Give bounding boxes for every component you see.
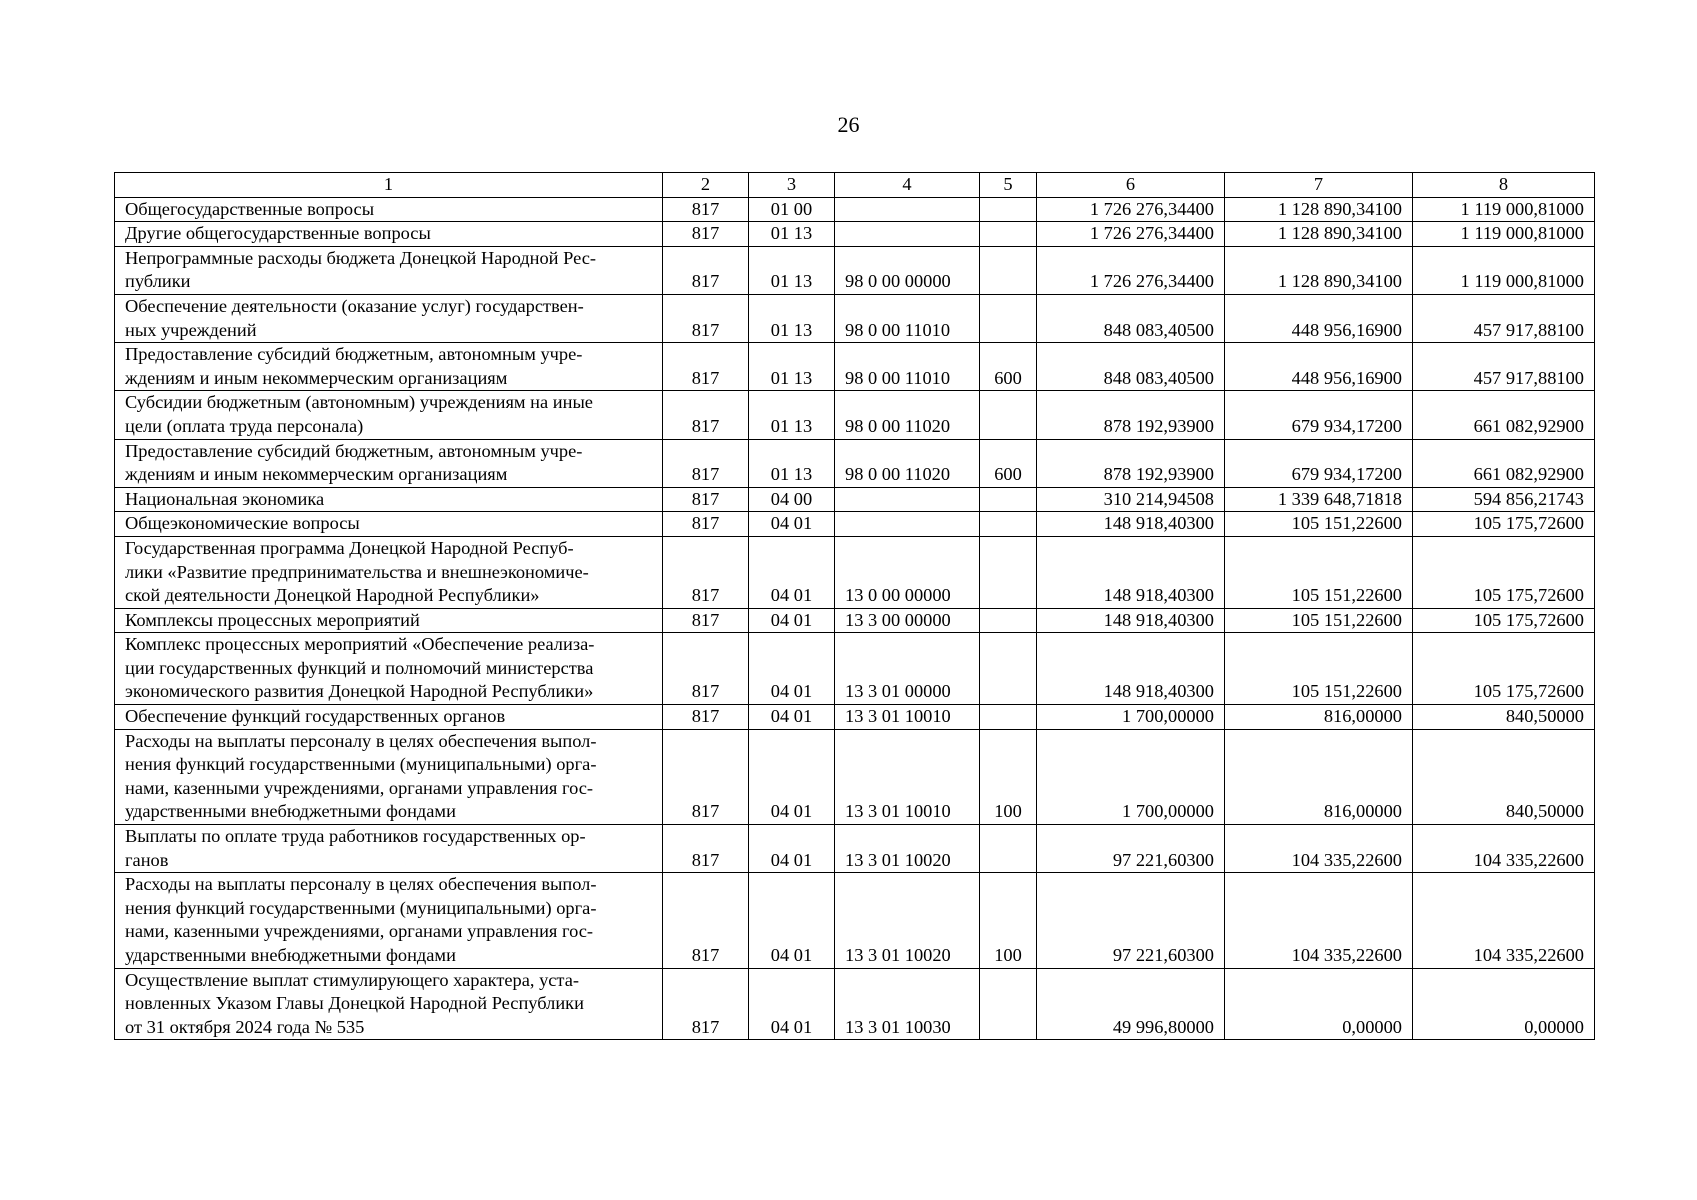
row-col7-cell: 1 128 890,34100: [1225, 222, 1413, 247]
row-col5-cell: [980, 197, 1037, 222]
row-name-cell: Расходы на выплаты персоналу в целях обеспечения выпол- нения функций государственными (муниципальными) орга- нами, казенными учреждениями, органами управления гос- ударственными внебюджетными фондами: [115, 729, 663, 824]
row-col3-cell: 01 13: [749, 222, 835, 247]
row-col6-cell: 1 700,00000: [1037, 705, 1225, 730]
table-row: [115, 729, 1595, 824]
row-col4-cell: [835, 222, 980, 247]
row-col2-cell: 817: [663, 222, 749, 247]
row-col7-cell: 448 956,16900: [1225, 343, 1413, 391]
row-col7-cell: 104 335,22600: [1225, 873, 1413, 968]
row-col2-cell: 817: [663, 729, 749, 824]
row-col2-cell: 817: [663, 197, 749, 222]
row-col3-cell: 04 01: [749, 512, 835, 537]
row-col4-cell: 13 3 01 00000: [835, 633, 980, 705]
table-row: [115, 487, 1595, 512]
row-col5-cell: [980, 222, 1037, 247]
table-row: [115, 825, 1595, 873]
table-row: [115, 873, 1595, 968]
row-col2-cell: 817: [663, 391, 749, 439]
table-row: [115, 536, 1595, 608]
row-col7-cell: 1 128 890,34100: [1225, 246, 1413, 294]
row-col6-cell: 1 726 276,34400: [1037, 246, 1225, 294]
row-col7-cell: 1 128 890,34100: [1225, 197, 1413, 222]
table-row: [115, 439, 1595, 487]
row-col7-cell: 679 934,17200: [1225, 439, 1413, 487]
row-name-cell: Субсидии бюджетным (автономным) учреждениям на иные цели (оплата труда персонала): [115, 391, 663, 439]
row-col5-cell: [980, 825, 1037, 873]
row-col8-cell: 1 119 000,81000: [1413, 246, 1595, 294]
row-col5-cell: 600: [980, 343, 1037, 391]
row-col3-cell: 04 01: [749, 873, 835, 968]
row-col4-cell: 13 3 01 10020: [835, 825, 980, 873]
column-header: 8: [1413, 173, 1595, 198]
row-name-cell: Расходы на выплаты персоналу в целях обеспечения выпол- нения функций государственными (муниципальными) орга- нами, казенными учреждениями, органами управления гос- ударственными внебюджетными фондами: [115, 873, 663, 968]
row-col2-cell: 817: [663, 633, 749, 705]
row-col4-cell: 13 0 00 00000: [835, 536, 980, 608]
row-col8-cell: 840,50000: [1413, 705, 1595, 730]
table-row: [115, 512, 1595, 537]
row-name-cell: Другие общегосударственные вопросы: [115, 222, 663, 247]
table-row: [115, 968, 1595, 1040]
row-col8-cell: 457 917,88100: [1413, 294, 1595, 342]
row-name-cell: Осуществление выплат стимулирующего характера, уста- новленных Указом Главы Донецкой Народной Республики от 31 октября 2024 года № 535: [115, 968, 663, 1040]
row-col3-cell: 01 13: [749, 343, 835, 391]
row-col4-cell: 98 0 00 11010: [835, 343, 980, 391]
row-col5-cell: [980, 294, 1037, 342]
row-name-cell: Обеспечение функций государственных органов: [115, 705, 663, 730]
row-col6-cell: 878 192,93900: [1037, 439, 1225, 487]
row-col8-cell: 661 082,92900: [1413, 439, 1595, 487]
row-name-cell: Предоставление субсидий бюджетным, автономным учре- ждениям и иным некоммерческим организациям: [115, 343, 663, 391]
column-header: 1: [115, 173, 663, 198]
row-col2-cell: 817: [663, 246, 749, 294]
column-header: 5: [980, 173, 1037, 198]
row-name-cell: Предоставление субсидий бюджетным, автономным учре- ждениям и иным некоммерческим организациям: [115, 439, 663, 487]
row-col7-cell: 448 956,16900: [1225, 294, 1413, 342]
row-col8-cell: 105 175,72600: [1413, 633, 1595, 705]
row-col3-cell: 04 01: [749, 825, 835, 873]
row-col3-cell: 04 01: [749, 729, 835, 824]
row-col6-cell: 97 221,60300: [1037, 873, 1225, 968]
table-row: [115, 391, 1595, 439]
column-header: 6: [1037, 173, 1225, 198]
row-col4-cell: 13 3 01 10030: [835, 968, 980, 1040]
row-col8-cell: 104 335,22600: [1413, 873, 1595, 968]
row-col3-cell: 04 01: [749, 633, 835, 705]
row-col3-cell: 01 13: [749, 294, 835, 342]
row-col8-cell: 661 082,92900: [1413, 391, 1595, 439]
row-col2-cell: 817: [663, 705, 749, 730]
row-col2-cell: 817: [663, 825, 749, 873]
row-col7-cell: 679 934,17200: [1225, 391, 1413, 439]
row-col7-cell: 105 151,22600: [1225, 633, 1413, 705]
row-name-cell: Непрограммные расходы бюджета Донецкой Народной Рес- публики: [115, 246, 663, 294]
row-col8-cell: 105 175,72600: [1413, 536, 1595, 608]
column-header: 3: [749, 173, 835, 198]
row-col2-cell: 817: [663, 536, 749, 608]
row-col6-cell: 148 918,40300: [1037, 608, 1225, 633]
row-col5-cell: [980, 968, 1037, 1040]
column-header: 4: [835, 173, 980, 198]
row-col8-cell: 457 917,88100: [1413, 343, 1595, 391]
table-row: [115, 633, 1595, 705]
row-col6-cell: 878 192,93900: [1037, 391, 1225, 439]
column-header: 2: [663, 173, 749, 198]
row-col2-cell: 817: [663, 873, 749, 968]
row-name-cell: Национальная экономика: [115, 487, 663, 512]
row-col5-cell: [980, 487, 1037, 512]
row-col4-cell: [835, 512, 980, 537]
row-col4-cell: [835, 487, 980, 512]
row-col5-cell: [980, 705, 1037, 730]
row-col8-cell: 105 175,72600: [1413, 512, 1595, 537]
row-col8-cell: 1 119 000,81000: [1413, 197, 1595, 222]
row-col7-cell: 816,00000: [1225, 729, 1413, 824]
row-col5-cell: [980, 246, 1037, 294]
row-name-cell: Комплексы процессных мероприятий: [115, 608, 663, 633]
row-col2-cell: 817: [663, 608, 749, 633]
row-col7-cell: 105 151,22600: [1225, 512, 1413, 537]
row-col4-cell: 98 0 00 11020: [835, 391, 980, 439]
row-col3-cell: 01 13: [749, 439, 835, 487]
row-col8-cell: 840,50000: [1413, 729, 1595, 824]
row-col6-cell: 49 996,80000: [1037, 968, 1225, 1040]
page-number: 26: [837, 112, 860, 137]
row-col5-cell: [980, 391, 1037, 439]
row-col6-cell: 1 700,00000: [1037, 729, 1225, 824]
row-col6-cell: 1 726 276,34400: [1037, 197, 1225, 222]
row-col4-cell: 13 3 00 00000: [835, 608, 980, 633]
row-col7-cell: 1 339 648,71818: [1225, 487, 1413, 512]
row-col6-cell: 310 214,94508: [1037, 487, 1225, 512]
row-col6-cell: 148 918,40300: [1037, 633, 1225, 705]
row-col7-cell: 105 151,22600: [1225, 608, 1413, 633]
row-col7-cell: 0,00000: [1225, 968, 1413, 1040]
row-col2-cell: 817: [663, 512, 749, 537]
row-col4-cell: 13 3 01 10010: [835, 705, 980, 730]
budget-table: [114, 172, 1595, 1040]
column-header: 7: [1225, 173, 1413, 198]
row-col5-cell: [980, 633, 1037, 705]
table-row: [115, 294, 1595, 342]
row-col6-cell: 148 918,40300: [1037, 536, 1225, 608]
row-col6-cell: 848 083,40500: [1037, 294, 1225, 342]
row-col4-cell: 13 3 01 10020: [835, 873, 980, 968]
row-col6-cell: 848 083,40500: [1037, 343, 1225, 391]
row-name-cell: Общегосударственные вопросы: [115, 197, 663, 222]
row-col8-cell: 104 335,22600: [1413, 825, 1595, 873]
row-col6-cell: 1 726 276,34400: [1037, 222, 1225, 247]
table-row: [115, 343, 1595, 391]
row-col3-cell: 04 01: [749, 705, 835, 730]
row-col2-cell: 817: [663, 343, 749, 391]
table-row: [115, 705, 1595, 730]
row-col4-cell: [835, 197, 980, 222]
table-header-row: [115, 173, 1595, 198]
row-col8-cell: 0,00000: [1413, 968, 1595, 1040]
row-col5-cell: 100: [980, 873, 1037, 968]
table-row: [115, 246, 1595, 294]
row-col2-cell: 817: [663, 487, 749, 512]
row-col7-cell: 104 335,22600: [1225, 825, 1413, 873]
row-col4-cell: 98 0 00 11010: [835, 294, 980, 342]
row-col3-cell: 04 01: [749, 968, 835, 1040]
row-col4-cell: 13 3 01 10010: [835, 729, 980, 824]
row-col7-cell: 105 151,22600: [1225, 536, 1413, 608]
row-col8-cell: 594 856,21743: [1413, 487, 1595, 512]
row-col6-cell: 148 918,40300: [1037, 512, 1225, 537]
row-name-cell: Общеэкономические вопросы: [115, 512, 663, 537]
row-col3-cell: 04 01: [749, 608, 835, 633]
row-col3-cell: 01 00: [749, 197, 835, 222]
row-col2-cell: 817: [663, 439, 749, 487]
row-col8-cell: 105 175,72600: [1413, 608, 1595, 633]
table-row: [115, 222, 1595, 247]
row-col5-cell: [980, 608, 1037, 633]
table-row: [115, 608, 1595, 633]
row-col4-cell: 98 0 00 00000: [835, 246, 980, 294]
row-col2-cell: 817: [663, 294, 749, 342]
row-name-cell: Выплаты по оплате труда работников государственных ор- ганов: [115, 825, 663, 873]
row-name-cell: Государственная программа Донецкой Народной Респуб- лики «Развитие предпринимательства и внешнеэкономиче- ской деятельности Донецкой Народной Республики»: [115, 536, 663, 608]
row-col6-cell: 97 221,60300: [1037, 825, 1225, 873]
row-col3-cell: 04 01: [749, 536, 835, 608]
row-name-cell: Обеспечение деятельности (оказание услуг) государствен- ных учреждений: [115, 294, 663, 342]
row-col5-cell: 100: [980, 729, 1037, 824]
row-col5-cell: [980, 536, 1037, 608]
row-col4-cell: 98 0 00 11020: [835, 439, 980, 487]
row-col5-cell: [980, 512, 1037, 537]
row-col3-cell: 01 13: [749, 391, 835, 439]
row-name-cell: Комплекс процессных мероприятий «Обеспечение реализа- ции государственных функций и полномочий министерства экономического развития Донецкой Народной Республики»: [115, 633, 663, 705]
table-row: [115, 197, 1595, 222]
row-col3-cell: 01 13: [749, 246, 835, 294]
row-col3-cell: 04 00: [749, 487, 835, 512]
row-col2-cell: 817: [663, 968, 749, 1040]
row-col5-cell: 600: [980, 439, 1037, 487]
row-col8-cell: 1 119 000,81000: [1413, 222, 1595, 247]
row-col7-cell: 816,00000: [1225, 705, 1413, 730]
